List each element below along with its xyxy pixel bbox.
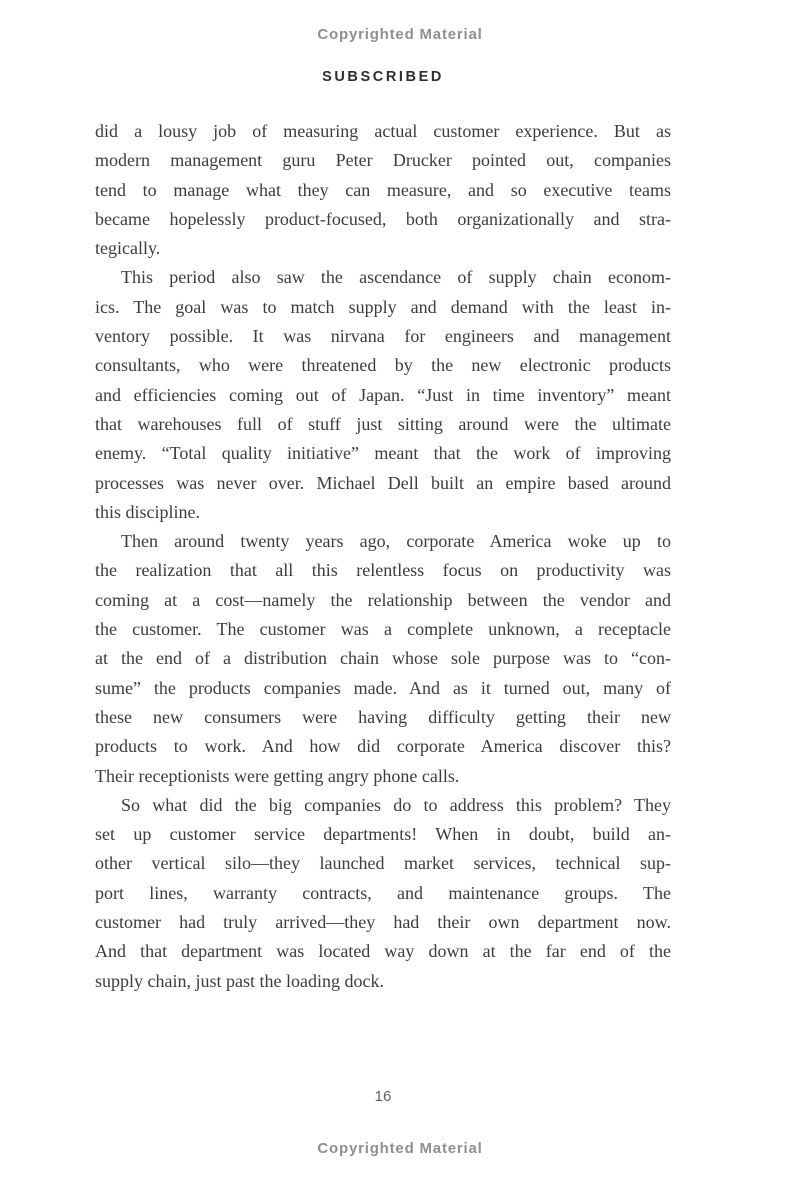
body-line: This period also saw the ascendance of supply chain econom- [121, 267, 671, 288]
body-line: And that department was located way down at the far end of the [95, 941, 671, 962]
body-line: tegically. [95, 238, 161, 259]
body-line: Then around twenty years ago, corporate America woke up to [121, 531, 671, 552]
body-line: tend to manage what they can measure, and so executive teams [95, 179, 671, 200]
body-line: Their receptionists were getting angry phone calls. [95, 765, 460, 786]
copyright-notice-top: Copyrighted Material [317, 26, 483, 43]
body-line: the realization that all this relentless focus on productivity was [95, 560, 671, 581]
copyright-notice-bottom: Copyrighted Material [317, 1140, 483, 1157]
body-line: and efficiencies coming out of Japan. “Just in time inventory” meant [95, 384, 671, 405]
body-line: port lines, warranty contracts, and maintenance groups. The [95, 882, 671, 903]
body-line: consultants, who were threatened by the new electronic products [95, 355, 671, 376]
body-line: processes was never over. Michael Dell built an empire based around [95, 472, 671, 493]
page-number: 16 [374, 1088, 392, 1105]
body-line: that warehouses full of stuff just sitting around were the ultimate [95, 413, 671, 434]
body-line: customer had truly arrived—they had their own department now. [95, 912, 671, 933]
body-line: the customer. The customer was a complete unknown, a receptacle [95, 619, 671, 640]
body-line: supply chain, just past the loading dock. [95, 970, 384, 991]
body-line: sume” the products companies made. And as it turned out, many of [95, 677, 671, 698]
body-line: at the end of a distribution chain whose sole purpose was to “con- [95, 648, 671, 669]
body-line: this discipline. [95, 501, 200, 522]
body-line: products to work. And how did corporate America discover this? [95, 736, 671, 757]
body-line: did a lousy job of measuring actual customer experience. But as [95, 121, 671, 141]
body-line: ventory possible. It was nirvana for engineers and management [95, 326, 671, 347]
body-line: coming at a cost—namely the relationship between the vendor and [95, 589, 671, 610]
body-line: ics. The goal was to match supply and demand with the least in- [95, 296, 671, 317]
running-head-title: SUBSCRIBED [322, 69, 444, 85]
body-line: modern management guru Peter Drucker pointed out, companies [95, 150, 671, 171]
body-line: other vertical silo—they launched market services, technical sup- [95, 853, 671, 874]
body-line: became hopelessly product-focused, both organizationally and stra- [95, 208, 671, 229]
body-line: enemy. “Total quality initiative” meant that the work of improving [95, 443, 671, 464]
body-line: these new consumers were having difficulty getting their new [95, 706, 671, 727]
body-line: So what did the big companies do to address this problem? They [121, 794, 671, 815]
body-text [95, 117, 671, 996]
body-line: set up customer service departments! When in doubt, build an- [95, 824, 671, 845]
